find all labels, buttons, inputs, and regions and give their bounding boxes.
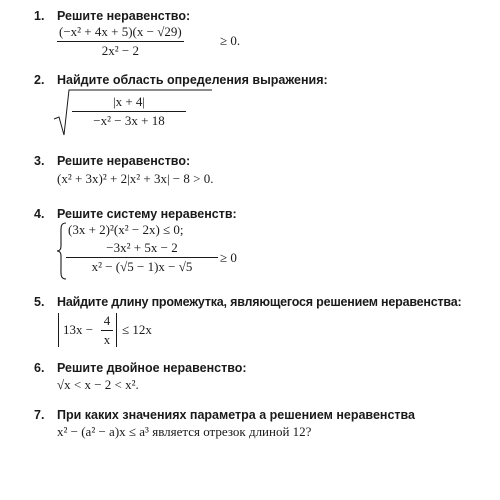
inequality-rhs: ≥ 0. [220, 33, 241, 48]
problem-number: 6. [34, 361, 45, 375]
problem-number: 5. [34, 295, 45, 309]
fraction-denominator: x [103, 332, 111, 347]
square-root-sign [52, 89, 72, 139]
problem-task: Решите неравенство: [57, 154, 191, 168]
fraction [66, 240, 218, 275]
system-line-1: (3x + 2)²(x² − 2x) ≤ 0; [68, 222, 184, 237]
problem-number: 4. [34, 207, 45, 221]
fraction-numerator: −3x² + 5x − 2 [66, 240, 218, 258]
inequality-expression: (x² + 3x)² + 2|x² + 3x| − 8 > 0. [57, 171, 214, 186]
fraction-denominator: 2x² − 2 [101, 43, 139, 58]
inequality-rhs: ≤ 12x [122, 322, 152, 337]
fraction-numerator: (−x² + 4x + 5)(x − √29) [57, 24, 184, 42]
fraction [57, 24, 184, 59]
problem-task: Решите систему неравенств: [57, 207, 237, 221]
fraction-denominator: x² − (√5 − 1)x − √5 [91, 259, 193, 274]
problem-task: Решите неравенство: [57, 9, 191, 23]
problem-task: Найдите длину промежутка, являющегося решением неравенства: [57, 295, 462, 309]
problem-number: 1. [34, 9, 45, 23]
fraction [72, 94, 186, 129]
problem-number: 3. [34, 154, 45, 168]
absolute-value-bar-left [58, 313, 59, 347]
inequality-left: 13x − [63, 322, 94, 337]
inequality-expression: √x < x − 2 < x². [57, 377, 139, 392]
problem-task: Найдите область определения выражения: [57, 73, 328, 87]
inequality-rhs: ≥ 0 [220, 250, 237, 265]
fraction-numerator: |x + 4| [72, 94, 186, 112]
fraction-denominator: −x² − 3x + 18 [93, 113, 165, 128]
fraction-numerator: 4 [101, 313, 113, 331]
problem-number: 7. [34, 408, 45, 422]
fraction [101, 313, 113, 348]
absolute-value-bar-right [116, 313, 117, 347]
inequality-expression: x² − (a² − a)x ≤ a³ является отрезок длиной 12? [57, 424, 312, 439]
problem-task: При каких значениях параметра a решением неравенства [57, 408, 416, 422]
problem-task: Решите двойное неравенство: [57, 361, 247, 375]
problem-number: 2. [34, 73, 45, 87]
